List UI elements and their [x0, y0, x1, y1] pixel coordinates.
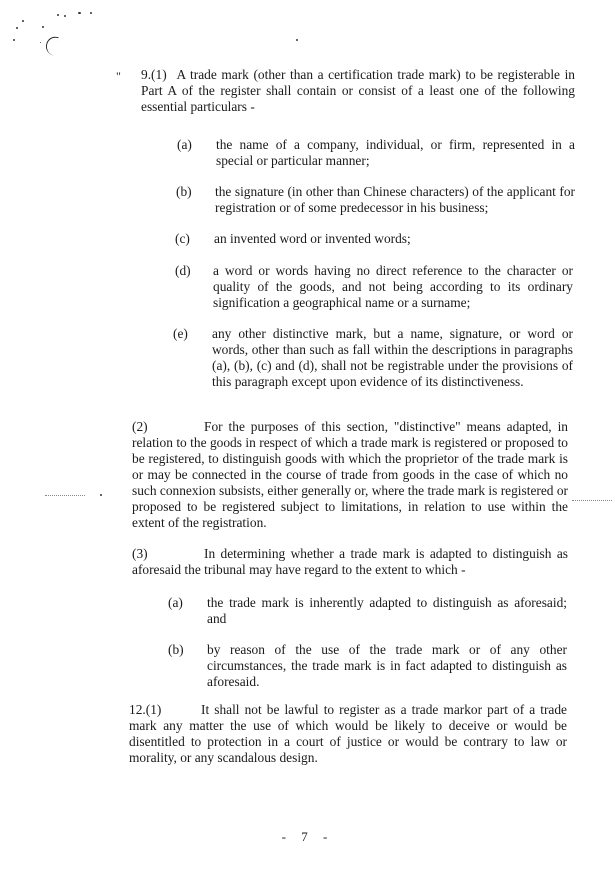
section-9-intro [141, 67, 575, 115]
subsection-3 [132, 546, 568, 578]
item-label: (b) [176, 184, 192, 199]
section-number: 9.(1) [141, 67, 167, 82]
subsection-text: In determining whether a trade mark is adapted to distinguish as aforesaid the tribunal may have regard to the extent to which - [132, 546, 568, 577]
page-number: - 7 - [281, 829, 334, 844]
subsection-text: For the purposes of this section, "distinctive" means adapted, in relation to the goods in respect of which a trade mark is registered or proposed to be registered, to distinguish goods with which the proprietor of the trade mark is or may be connected in the course of trade from goods in the case of which no such connexion subsists, either generally or, where the trade mark is registered or proposed to be registered subject to limitations, in relation to use within the extent of the registration. [132, 419, 569, 530]
section-text: It shall not be lawful to register as a trade markor part of a trade mark any matter the use of which would be likely to deceive or would be disentitled to protection in a court of justice or would be contrary to law or morality, or any scandalous design. [129, 702, 567, 765]
subsection-number: (3) [132, 546, 148, 561]
item-text: any other distinctive mark, but a name, signature, or word or words, other than such as fall within the descriptions in paragraphs (a), (b), (c) and (d), shall not be registrable under the provisions of this paragraph except upon evidence of its distinctiveness. [212, 326, 573, 389]
item-text: a word or words having no direct reference to the character or quality of the goods, and not being according to its ordinary signification a geographical name or a surname; [213, 263, 573, 310]
item-label: (a) [168, 595, 183, 610]
quote-mark: " [116, 69, 121, 83]
section-number: 12.(1) [129, 702, 162, 717]
item-text: an invented word or invented words; [214, 231, 411, 246]
section-text: A trade mark (other than a certification trade mark) to be registerable in Part A of the register shall contain or consist of a least one of the following essential particulars - [141, 67, 575, 114]
item-text: the name of a company, individual, or firm, represented in a special or particular manner; [216, 137, 575, 168]
section-12 [129, 702, 567, 766]
subsection-number: (2) [132, 419, 148, 434]
item-label: (b) [168, 642, 184, 657]
scan-hook-mark [44, 35, 58, 56]
item-label: (c) [175, 231, 190, 246]
item-text: by reason of the use of the trade mark or of any other circumstances, the trade mark is in fact adapted to distinguish as aforesaid. [207, 642, 567, 689]
item-text: the trade mark is inherently adapted to distinguish as aforesaid; and [207, 595, 567, 626]
item-label: (d) [175, 263, 191, 278]
item-text: the signature (in other than Chinese characters) of the applicant for registration or of some predecessor in his business; [215, 184, 575, 215]
item-label: (e) [173, 326, 188, 341]
item-label: (a) [177, 137, 192, 152]
subsection-2 [132, 419, 568, 531]
